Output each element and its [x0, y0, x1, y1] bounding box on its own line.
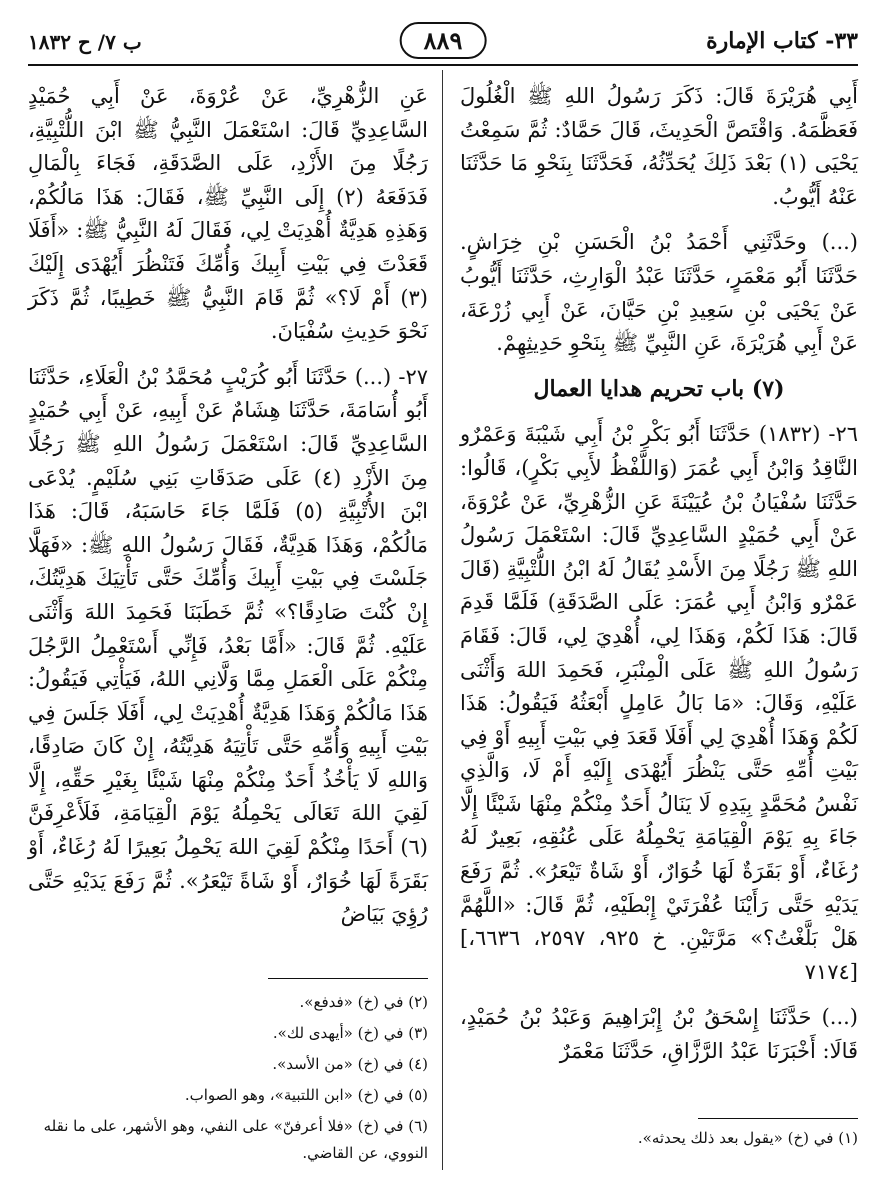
page-number: ٨٨٩	[400, 22, 487, 59]
footnote: (١) في (خ) «يقول بعد ذلك يحدثه».	[637, 1129, 858, 1147]
hadith-paragraph	[460, 418, 858, 989]
paragraph: (...) وحَدَّثَنِي أَحْمَدُ بْنُ الْحَسَنِ بْنِ خِرَاشٍ. حَدَّثَنَا أَبُو مَعْمَرٍ، حَدَّثَنَا عَبْدُ الْوَارِثِ، حَدَّثَنَا أَيُّوبُ عَنْ يَحْيَى بْنِ سَعِيدِ بْنِ حَيَّانَ، عَنْ أَبِي زُرْعَةَ، عَنْ أَبِي هُرَيْرَةَ، عَنِ النَّبِيِّ ﷺ بِنَحْوِ حَدِيثِهِمْ.	[460, 230, 858, 356]
footnote: (٥) في (خ) «ابن اللتبية»، وهو الصواب.	[184, 1086, 428, 1104]
footnotes-left	[28, 978, 428, 1171]
header-rule	[28, 64, 858, 66]
right-column	[460, 80, 858, 1081]
paragraph: ٢٧- (...) حَدَّثَنَا أَبُو كُرَيْبٍ مُحَمَّدُ بْنُ الْعَلَاءِ، حَدَّثَنَا أَبُو أُسَامَةَ، حَدَّثَنَا هِشَامٌ عَنْ أَبِيهِ، عَنْ أَبِي حُمَيْدٍ السَّاعِدِيِّ قَالَ: اسْتَعْمَلَ رَسُولُ اللهِ ﷺ رَجُلًا مِنَ الأَزْدِ (٤) عَلَى صَدَقَاتِ بَنِي سُلَيْمٍ. يُدْعَى ابْنَ الأُتْبِيَّةِ (٥) فَلَمَّا جَاءَ حَاسَبَهُ، قَالَ: هَذَا مَالُكُمْ، وَهَذَا هَدِيَّةٌ، فَقَالَ رَسُولُ اللهِ ﷺ: «فَهَلَّا جَلَسْتَ فِي بَيْتِ أَبِيكَ وَأُمِّكَ حَتَّى تَأْتِيَكَ هَدِيَّتُكَ، إِنْ كُنْتَ صَادِقًا؟» ثُمَّ خَطَبَنَا فَحَمِدَ اللهَ وَأَثْنَى عَلَيْهِ. ثُمَّ قَالَ: «أَمَّا بَعْدُ، فَإِنِّي أَسْتَعْمِلُ الرَّجُلَ مِنْكُمْ عَلَى الْعَمَلِ مِمَّا وَلَّانِي اللهُ، فَيَأْتِي فَيَقُولُ: هَذَا مَالُكُمْ وَهَذَا هَدِيَّةٌ أُهْدِيَتْ لِي، أَفَلَا جَلَسَ فِي بَيْتِ أَبِيهِ وَأُمِّهِ حَتَّى تَأْتِيَهُ هَدِيَّتُهُ، إِنْ كَانَ صَادِقًا، وَاللهِ لَا يَأْخُذُ أَحَدٌ مِنْكُمْ مِنْهَا شَيْئًا بِغَيْرِ حَقِّهِ، إِلَّا لَقِيَ اللهَ تَعَالَى يَحْمِلُهُ يَوْمَ الْقِيَامَةِ، فَلَأَعْرِفَنَّ (٦) أَحَدًا مِنْكُمْ لَقِيَ اللهَ يَحْمِلُ بَعِيرًا لَهُ رُغَاءٌ، أَوْ بَقَرَةً لَهَا خُوَارٌ، أَوْ شَاةً تَيْعَرُ». ثُمَّ رَفَعَ يَدَيْهِ حَتَّى رُؤِيَ بَيَاضُ	[28, 364, 429, 927]
footnote-rule	[268, 978, 428, 979]
column-divider	[442, 70, 443, 1170]
footnote: (٤) في (خ) «من الأسد».	[272, 1055, 428, 1073]
footnote: (٢) في (خ) «فدفع».	[299, 993, 428, 1011]
paragraph: عَنِ الزُّهْرِيِّ، عَنْ عُرْوَةَ، عَنْ أَبِي حُمَيْدٍ السَّاعِدِيِّ قَالَ: اسْتَعْمَلَ النَّبِيُّ ﷺ ابْنَ اللُّتْبِيَّةِ، رَجُلًا مِنَ الأَزْدِ، عَلَى الصَّدَقَةِ، فَجَاءَ بِالْمَالِ فَدَفَعَهُ (٢) إِلَى النَّبِيِّ ﷺ، فَقَالَ: هَذَا مَالُكُمْ، وَهَذِهِ هَدِيَّةٌ أُهْدِيَتْ لِي، فَقَالَ لَهُ النَّبِيُّ ﷺ: «أَفَلَا قَعَدْتَ فِي بَيْتِ أَبِيكَ وَأُمِّكَ فَتَنْظُرَ أَيُهْدَى إِلَيْكَ (٣) أَمْ لَا؟» ثُمَّ قَامَ النَّبِيُّ ﷺ خَطِيبًا، ثُمَّ ذَكَرَ نَحْوَ حَدِيثِ سُفْيَانَ.	[28, 84, 428, 344]
hadith-text: ٢٦- (١٨٣٢) حَدَّثَنَا أَبُو بَكْرِ بْنُ أَبِي شَيْبَةَ وَعَمْرٌو النَّاقِدُ وَابْنُ أَبِي عُمَرَ (وَاللَّفْظُ لأَبِي بَكْرٍ)، قَالُوا: حَدَّثَنَا سُفْيَانُ بْنُ عُيَيْنَةَ عَنِ الزُّهْرِيِّ، عَنْ عُرْوَةَ، عَنْ أَبِي حُمَيْدٍ السَّاعِدِيِّ قَالَ: اسْتَعْمَلَ رَسُولُ اللهِ ﷺ رَجُلًا مِنَ الأَسْدِ يُقَالُ لَهُ ابْنُ اللُّتْبِيَّةِ (قَالَ عَمْرٌو وَابْنُ أَبِي عُمَرَ: عَلَى الصَّدَقَةِ) فَلَمَّا قَدِمَ قَالَ: هَذَا لَكُمْ، وَهَذَا لِي، أُهْدِيَ لِي، قَالَ: فَقَامَ رَسُولُ اللهِ ﷺ عَلَى الْمِنْبَرِ، فَحَمِدَ اللهَ وَأَثْنَى عَلَيْهِ، وَقَالَ: «مَا بَالُ عَامِلٍ أَبْعَثُهُ فَيَقُولُ: هَذَا لَكُمْ وَهَذَا أُهْدِيَ لِي أَفَلَا قَعَدَ فِي بَيْتِ أَبِيهِ أَوْ فِي بَيْتِ أُمِّهِ حَتَّى يَنْظُرَ أَيُهْدَى إِلَيْهِ أَمْ لَا، وَالَّذِي نَفْسُ مُحَمَّدٍ بِيَدِهِ لَا يَنَالُ أَحَدٌ مِنْكُمْ مِنْهَا شَيْئًا إِلَّا جَاءَ بِهِ يَوْمَ الْقِيَامَةِ يَحْمِلُهُ عَلَى عُنُقِهِ، بَعِيرٌ لَهُ رُغَاءٌ، أَوْ بَقَرَةٌ لَهَا خُوَارٌ، أَوْ شَاةٌ تَيْعَرُ». ثُمَّ رَفَعَ يَدَيْهِ حَتَّى رَأَيْنَا عُفْرَتَيْ إِبْطَيْهِ، ثُمَّ قَالَ: «اللَّهُمَّ هَلْ بَلَّغْتُ؟» مَرَّتَيْنِ.	[460, 422, 858, 951]
cross-references: [خ ٩٢٥، ٢٥٩٧، ٦٦٣٦، ٧١٧٤]	[460, 926, 858, 984]
footnotes-right	[460, 1118, 858, 1151]
footnote-rule	[698, 1118, 858, 1119]
left-column	[28, 80, 428, 944]
hadith-reference: ب ٧/ ح ١٨٣٢	[28, 30, 142, 54]
footnote: (٦) في (خ) «فلا أعرفنّ» على النفي، وهو الأشهر، على ما نقله النووي، عن القاضي.	[43, 1117, 428, 1162]
page-header	[28, 22, 858, 62]
footnote: (٣) في (خ) «أيهدى لك».	[272, 1024, 428, 1042]
paragraph: أَبِي هُرَيْرَةَ قَالَ: ذَكَرَ رَسُولُ اللهِ ﷺ الْغُلُولَ فَعَظَّمَهُ. وَاقْتَصَّ الْحَدِيثَ، قَالَ حَمَّادٌ: ثُمَّ سَمِعْتُ يَحْيَى (١) بَعْدَ ذَلِكَ يُحَدِّثُهُ، فَحَدَّثَنَا بِنَحْوِ مَا حَدَّثَنَا عَنْهُ أَيُّوبُ.	[460, 84, 859, 209]
chapter-title: (٧) باب تحريم هدايا العمال	[533, 375, 785, 402]
chapter-heading: ٣٣- كتاب الإمارة	[706, 28, 858, 54]
paragraph: (...) حَدَّثَنَا إِسْحَقُ بْنُ إِبْرَاهِيمَ وَعَبْدُ بْنُ حُمَيْدٍ، قَالَا: أَخْبَرَنَا عَبْدُ الرَّزَّاقِ، حَدَّثَنَا مَعْمَرٌ	[460, 1005, 858, 1064]
